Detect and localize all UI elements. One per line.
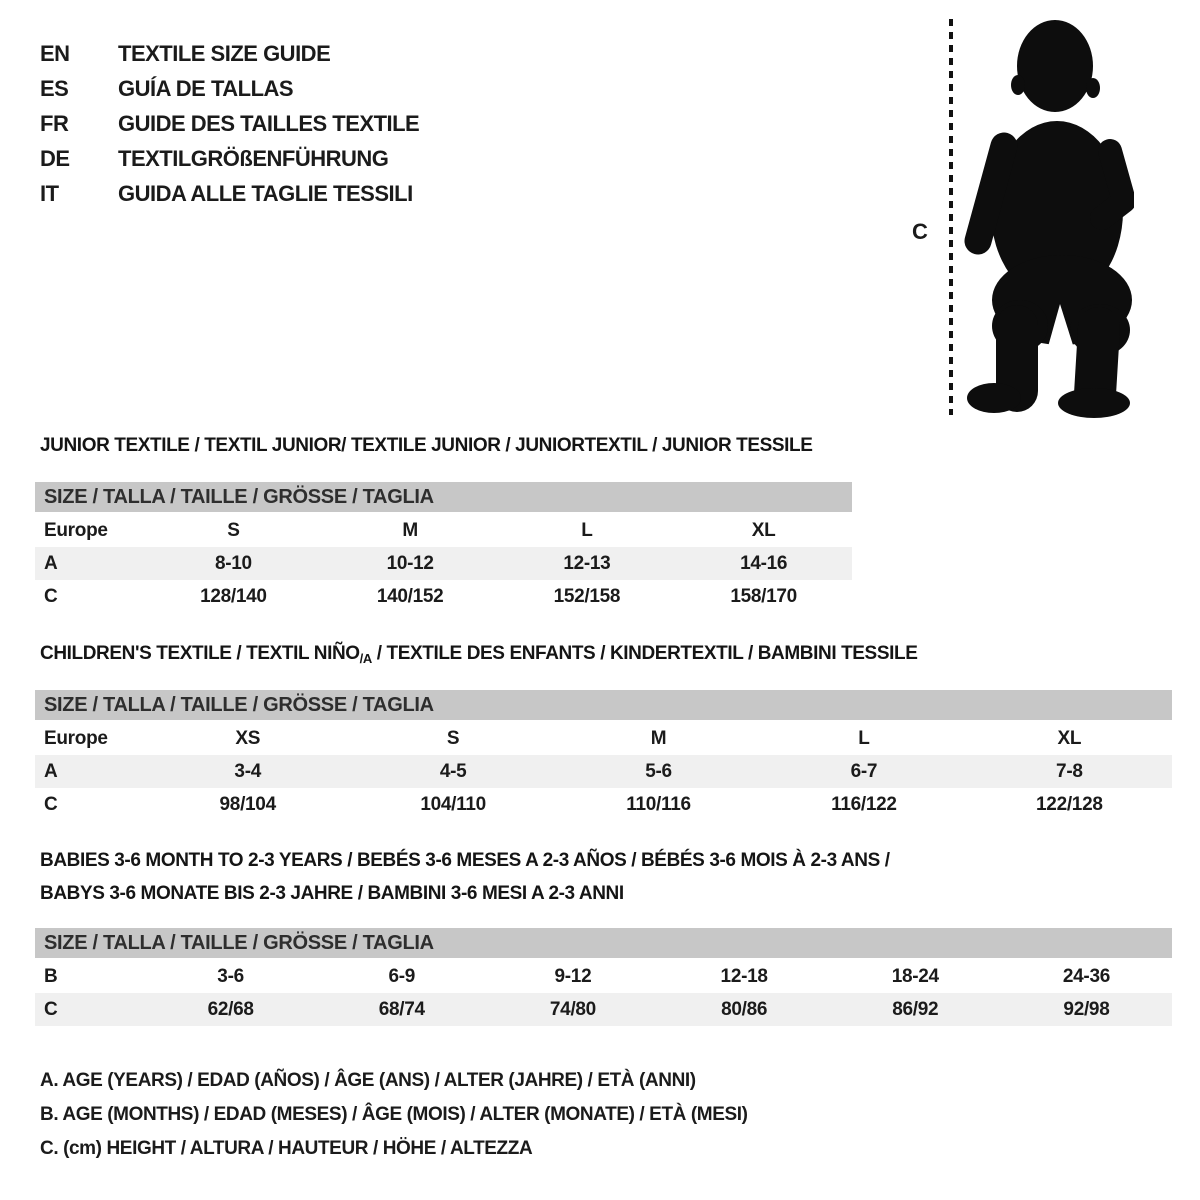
- size-table-junior: [35, 482, 852, 613]
- size-cell: S: [446, 728, 460, 749]
- table-row-height: [35, 993, 1172, 1026]
- row-label: Europe: [44, 728, 108, 749]
- height-cell: 152/158: [553, 586, 621, 607]
- row-label: A: [44, 553, 58, 574]
- language-row-en: [40, 36, 419, 71]
- language-row-it: [40, 176, 419, 211]
- height-cell: 92/98: [1063, 999, 1110, 1020]
- row-label: C: [44, 586, 58, 607]
- height-dotted-line: [946, 16, 956, 423]
- size-cell: L: [858, 728, 870, 749]
- months-cell: 3-6: [217, 966, 244, 987]
- height-cell: 80/86: [721, 999, 768, 1020]
- baby-silhouette-icon: [962, 16, 1134, 425]
- size-cell: XS: [235, 728, 261, 749]
- language-label: TEXTILE SIZE GUIDE: [118, 41, 331, 66]
- age-cell: 3-4: [234, 761, 261, 782]
- table-size-header: SIZE / TALLA / TAILLE / GRÖSSE / TAGLIA: [35, 482, 852, 512]
- size-cell: XL: [751, 520, 776, 541]
- age-cell: 7-8: [1056, 761, 1083, 782]
- months-cell: 9-12: [554, 966, 592, 987]
- heading-subscript: /A: [359, 651, 372, 666]
- months-cell: 18-24: [891, 966, 939, 987]
- size-cell: L: [581, 520, 593, 541]
- height-cell: 74/80: [549, 999, 596, 1020]
- language-code: IT: [40, 181, 59, 206]
- months-cell: 24-36: [1062, 966, 1110, 987]
- table-row-height: [35, 580, 852, 613]
- size-table-babies: [35, 928, 1172, 1026]
- row-label: B: [44, 966, 58, 987]
- row-label: Europe: [44, 520, 108, 541]
- height-cell: 116/122: [831, 794, 897, 815]
- table-row-months: [35, 960, 1172, 993]
- language-code: ES: [40, 76, 69, 101]
- height-cell: 128/140: [200, 586, 267, 607]
- language-guide-list: [40, 36, 419, 211]
- language-label: TEXTILGRÖßENFÜHRUNG: [118, 146, 389, 171]
- age-cell: 6-7: [850, 761, 878, 782]
- age-cell: 5-6: [645, 761, 672, 782]
- heading-text: / TEXTILE DES ENFANTS / KINDERTEXTIL / BAMBINI TESSILE: [371, 643, 918, 664]
- height-cell: 122/128: [1036, 794, 1103, 815]
- section-heading-children: [40, 642, 917, 671]
- row-label: C: [44, 999, 58, 1020]
- language-code: DE: [40, 146, 70, 171]
- height-cell: 86/92: [892, 999, 939, 1020]
- language-row-de: [40, 141, 419, 176]
- height-cell: 98/104: [219, 794, 276, 815]
- heading-text: CHILDREN'S TEXTILE / TEXTIL NIÑO: [40, 643, 360, 664]
- age-cell: 12-13: [563, 553, 611, 574]
- height-cell: 68/74: [378, 999, 425, 1020]
- table-row-height: [35, 788, 1172, 821]
- language-code: FR: [40, 111, 69, 136]
- measurement-legend: [40, 1064, 748, 1166]
- height-cell: 104/110: [420, 794, 486, 815]
- size-cell: XL: [1057, 728, 1082, 749]
- table-row-age: [35, 755, 1172, 788]
- size-cell: M: [402, 520, 418, 541]
- size-cell: S: [227, 520, 240, 541]
- language-label: GUIDA ALLE TAGLIE TESSILI: [118, 181, 413, 206]
- legend-line-c: C. (cm) HEIGHT / ALTURA / HAUTEUR / HÖHE / ALTEZZA: [40, 1138, 533, 1159]
- height-cell: 110/116: [626, 794, 691, 815]
- months-cell: 6-9: [388, 966, 416, 987]
- size-cell: M: [650, 728, 667, 749]
- table-size-header: SIZE / TALLA / TAILLE / GRÖSSE / TAGLIA: [35, 928, 1172, 958]
- row-label: A: [44, 761, 58, 782]
- legend-line-a: A. AGE (YEARS) / EDAD (AÑOS) / ÂGE (ANS) / ALTER (JAHRE) / ETÀ (ANNI): [40, 1070, 696, 1091]
- language-row-fr: [40, 106, 419, 141]
- age-cell: 4-5: [439, 761, 467, 782]
- section-heading-babies-line1: BABIES 3-6 MONTH TO 2-3 YEARS / BEBÉS 3-6 MESES A 2-3 AÑOS / BÉBÉS 3-6 MOIS À 2-3 ANS /: [40, 850, 890, 871]
- table-row-age: [35, 547, 852, 580]
- language-label: GUIDE DES TAILLES TEXTILE: [118, 111, 420, 136]
- language-row-es: [40, 71, 419, 106]
- table-size-header: SIZE / TALLA / TAILLE / GRÖSSE / TAGLIA: [35, 690, 1172, 720]
- height-measure-label: C: [912, 219, 928, 244]
- language-label: GUÍA DE TALLAS: [118, 76, 294, 101]
- months-cell: 12-18: [720, 966, 768, 987]
- size-table-children: [35, 690, 1172, 821]
- section-heading-babies-line2: BABYS 3-6 MONATE BIS 2-3 JAHRE / BAMBINI 3-6 MESI A 2-3 ANNI: [40, 883, 624, 904]
- height-cell: 158/170: [730, 586, 797, 607]
- legend-line-b: B. AGE (MONTHS) / EDAD (MESES) / ÂGE (MOIS) / ALTER (MONATE) / ETÀ (MESI): [40, 1104, 748, 1125]
- age-cell: 8-10: [214, 553, 252, 574]
- language-code: EN: [40, 41, 70, 66]
- section-heading-junior: JUNIOR TEXTILE / TEXTIL JUNIOR/ TEXTILE JUNIOR / JUNIORTEXTIL / JUNIOR TESSILE: [40, 435, 813, 456]
- row-label: C: [44, 794, 58, 815]
- age-cell: 14-16: [740, 553, 788, 574]
- table-row-europe: [35, 722, 1172, 755]
- height-cell: 62/68: [207, 999, 254, 1020]
- age-cell: 10-12: [386, 553, 434, 574]
- table-row-europe: [35, 514, 852, 547]
- height-cell: 140/152: [376, 586, 444, 607]
